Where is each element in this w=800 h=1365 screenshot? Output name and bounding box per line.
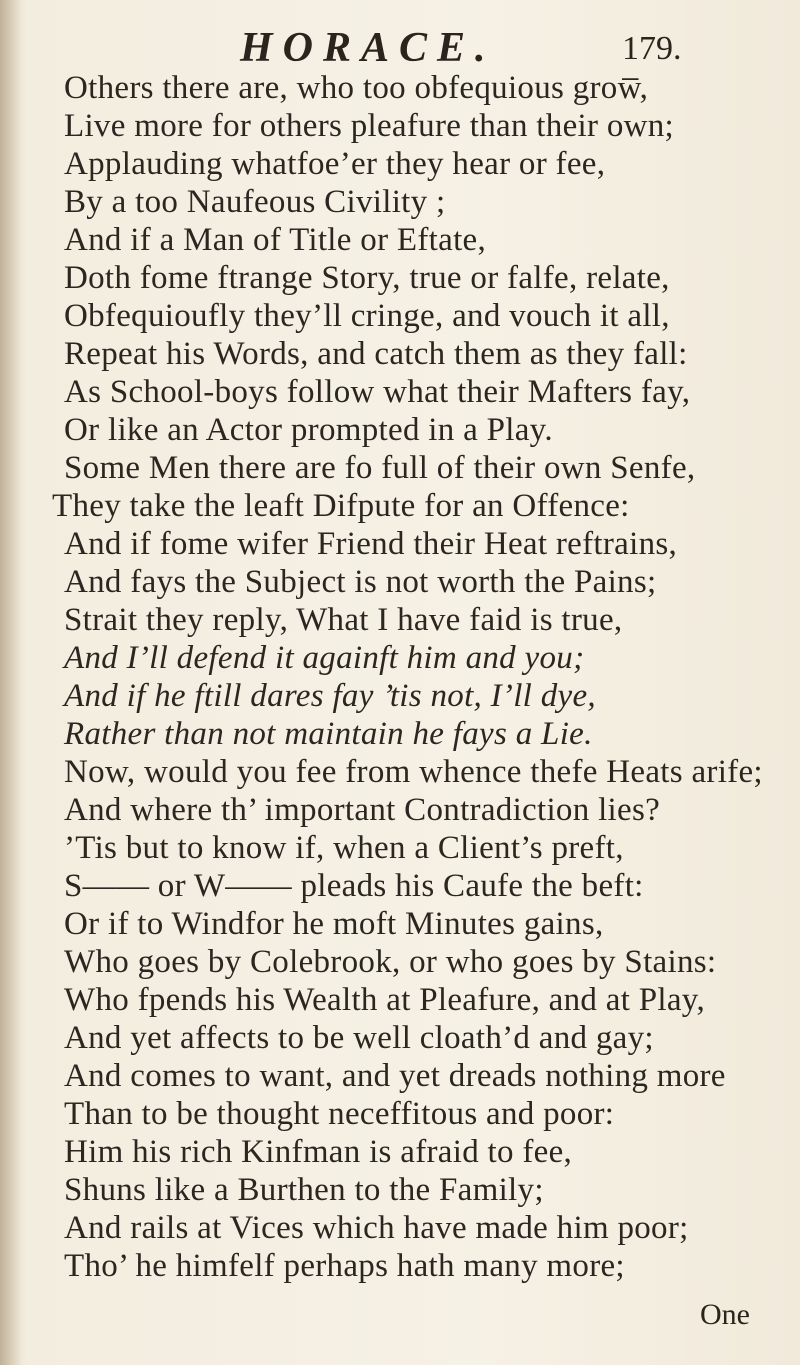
verse-line: ’Tis but to know if, when a Client’s preft, [64,830,624,866]
verse-line: Now, would you fee from whence thefe Heats arife; [64,754,763,790]
verse-line: And yet affects to be well cloath’d and gay; [64,1020,654,1056]
verse-line: Repeat his Words, and catch them as they fall: [64,336,688,372]
verse-line: And if a Man of Title or Eftate, [64,222,487,258]
verse-line: And rails at Vices which have made him poor; [64,1210,689,1246]
verse-line: Applauding whatfoe’er they hear or fee, [64,146,606,182]
verse-line: Obfequioufly they’ll cringe, and vouch it all, [64,298,670,334]
verse-line: Than to be thought neceffitous and poor: [64,1096,615,1132]
page-header [0,18,800,71]
verse-line: S—— or W—— pleads his Caufe the beft: [64,868,644,904]
catchword: One [700,1298,750,1331]
verse-line: And fays the Subject is not worth the Pains; [64,564,657,600]
verse-line: And if he ftill dares fay ’tis not, I’ll dye, [64,678,596,714]
verse-line: And comes to want, and yet dreads nothing more [64,1058,726,1094]
verse-line: And if fome wifer Friend their Heat reftrains, [64,526,678,562]
verse-line: Who fpends his Wealth at Pleafure, and at Play, [64,982,706,1018]
verse-line: Or like an Actor prompted in a Play. [64,412,553,448]
verse-line: They take the leaft Difpute for an Offence: [52,488,630,524]
verse-line: Live more for others pleafure than their own; [64,108,675,144]
verse-line: Strait they reply, What I have faid is true, [64,602,623,638]
verse-line: And where th’ important Contradiction lies? [64,792,661,828]
verse-line: Others there are, who too obfequious grow̅, [64,70,649,106]
page-number: 179. [622,30,682,67]
verse-line: Him his rich Kinfman is afraid to fee, [64,1134,573,1170]
running-head: HORACE. [240,25,496,71]
verse-line: Or if to Windfor he moft Minutes gains, [64,906,604,942]
gutter-shadow [0,0,22,1365]
verse-line: As School-boys follow what their Mafters fay, [64,374,691,410]
verse-line: By a too Naufeous Civility ; [64,184,446,220]
verse-line: Doth fome ftrange Story, true or falfe, relate, [64,260,670,296]
verse-line: Some Men there are fo full of their own Senfe, [64,450,696,486]
verse-line: And I’ll defend it againft him and you; [64,640,585,676]
verse-line: Who goes by Colebrook, or who goes by Stains: [64,944,717,980]
verse-line: Shuns like a Burthen to the Family; [64,1172,544,1208]
verse-line: Tho’ he himfelf perhaps hath many more; [64,1248,625,1284]
verse-line: Rather than not maintain he fays a Lie. [64,716,593,752]
